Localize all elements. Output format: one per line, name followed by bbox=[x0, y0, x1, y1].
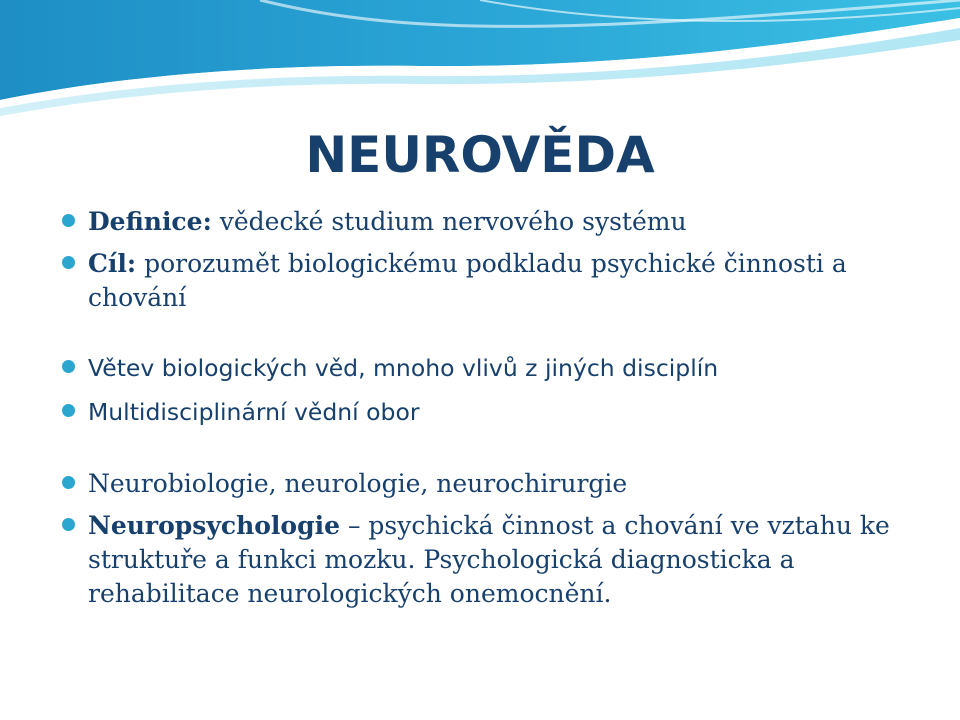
bullet-list bbox=[60, 205, 920, 611]
bullet-neuropsy-lead: Neuropsychologie bbox=[88, 511, 340, 540]
bullet-neuropsy bbox=[60, 509, 920, 611]
bullet-cil-lead: Cíl: bbox=[88, 249, 137, 278]
bullet-definice bbox=[60, 205, 920, 239]
bullet-dot-icon bbox=[62, 404, 75, 417]
bullet-dot-icon bbox=[62, 476, 75, 489]
bullet-neurobio-text: Neurobiologie, neurologie, neurochirurgie bbox=[88, 469, 628, 498]
bullet-multi-text: Multidisciplinární vědní obor bbox=[88, 398, 420, 426]
bullet-multi bbox=[60, 395, 920, 429]
bullet-dot-icon bbox=[62, 518, 75, 531]
header-wave-decoration bbox=[0, 0, 960, 120]
bullet-dot-icon bbox=[62, 360, 75, 373]
slide-title-text: NEUROVĚDA bbox=[305, 126, 655, 184]
bullet-cil-text: porozumět biologickému podkladu psychické činnosti a chování bbox=[88, 249, 847, 312]
bullet-neuropsy-text: – psychická činnost a chování ve vztahu ke struktuře a funkci mozku. Psychologická diagnosticka a rehabilitace neurologických onemocnění. bbox=[88, 511, 890, 608]
slide-title bbox=[0, 120, 960, 190]
bullet-dot-icon bbox=[62, 256, 75, 269]
bullet-definice-text: vědecké studium nervového systému bbox=[211, 207, 687, 236]
bullet-vetev bbox=[60, 351, 920, 385]
bullet-dot-icon bbox=[62, 214, 75, 227]
bullet-cil bbox=[60, 247, 920, 315]
bullet-definice-lead: Definice: bbox=[88, 207, 212, 236]
bullet-neurobio bbox=[60, 467, 920, 501]
bullet-vetev-text: Větev biologických věd, mnoho vlivů z jiných disciplín bbox=[88, 354, 719, 382]
